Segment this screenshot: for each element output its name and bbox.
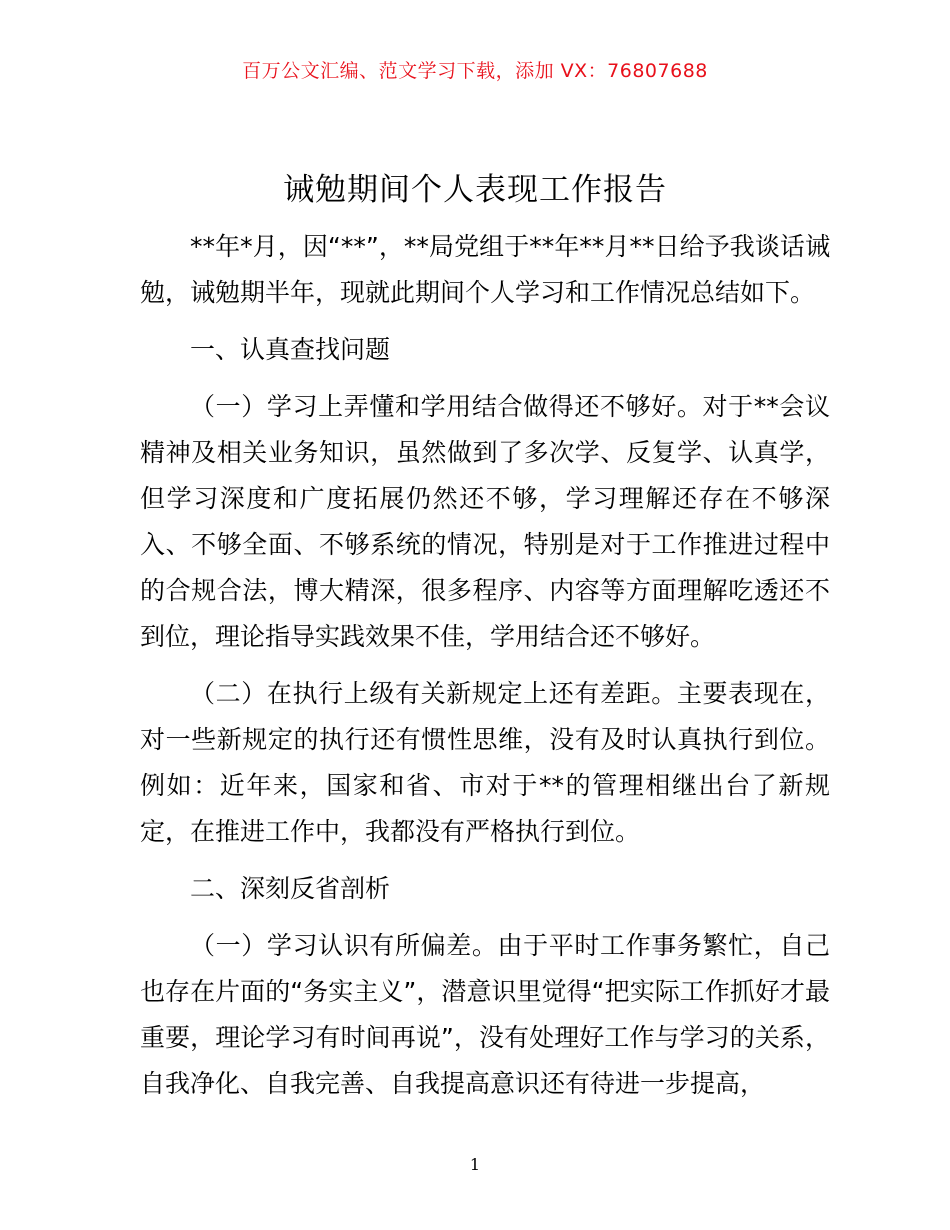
intro-paragraph: **年*月，因“**”，**局党组于**年**月**日给予我谈话诫勉，诫勉期半年，现就此期间个人学习和工作情况总结如下。	[140, 232, 830, 307]
body-paragraph: （一）学习认识有所偏差。由于平时工作事务繁忙，自己也存在片面的“务实主义”，潜意识里觉得“把实际工作抓好才最重要，理论学习有时间再说”，没有处理好工作与学习的关系，自我净化、自我完善、自我提高意识还有待进一步提高，	[140, 931, 830, 1098]
document-title: 诫勉期间个人表现工作报告	[283, 172, 667, 208]
document-body	[140, 224, 830, 1118]
section-heading-1: 一、认真查找问题	[190, 335, 391, 364]
page-number: 1	[469, 1155, 481, 1174]
watermark-header: 百万公文汇编、范文学习下载，添加 VX：76807688	[242, 60, 708, 82]
body-paragraph: （二）在执行上级有关新规定上还有差距。主要表现在，对一些新规定的执行还有惯性思维，没有及时认真执行到位。例如：近年来，国家和省、市对于**的管理相继出台了新规定，在推进工作中，我都没有严格执行到位。	[140, 679, 830, 846]
section-heading-2: 二、深刻反省剖析	[190, 874, 391, 903]
body-paragraph: （一）学习上弄懂和学用结合做得还不够好。对于**会议精神及相关业务知识，虽然做到了多次学、反复学、认真学，但学习深度和广度拓展仍然还不够，学习理解还存在不够深入、不够全面、不够系统的情况，特别是对于工作推进过程中的合规合法，博大精深，很多程序、内容等方面理解吃透还不到位，理论指导实践效果不佳，学用结合还不够好。	[140, 392, 830, 651]
